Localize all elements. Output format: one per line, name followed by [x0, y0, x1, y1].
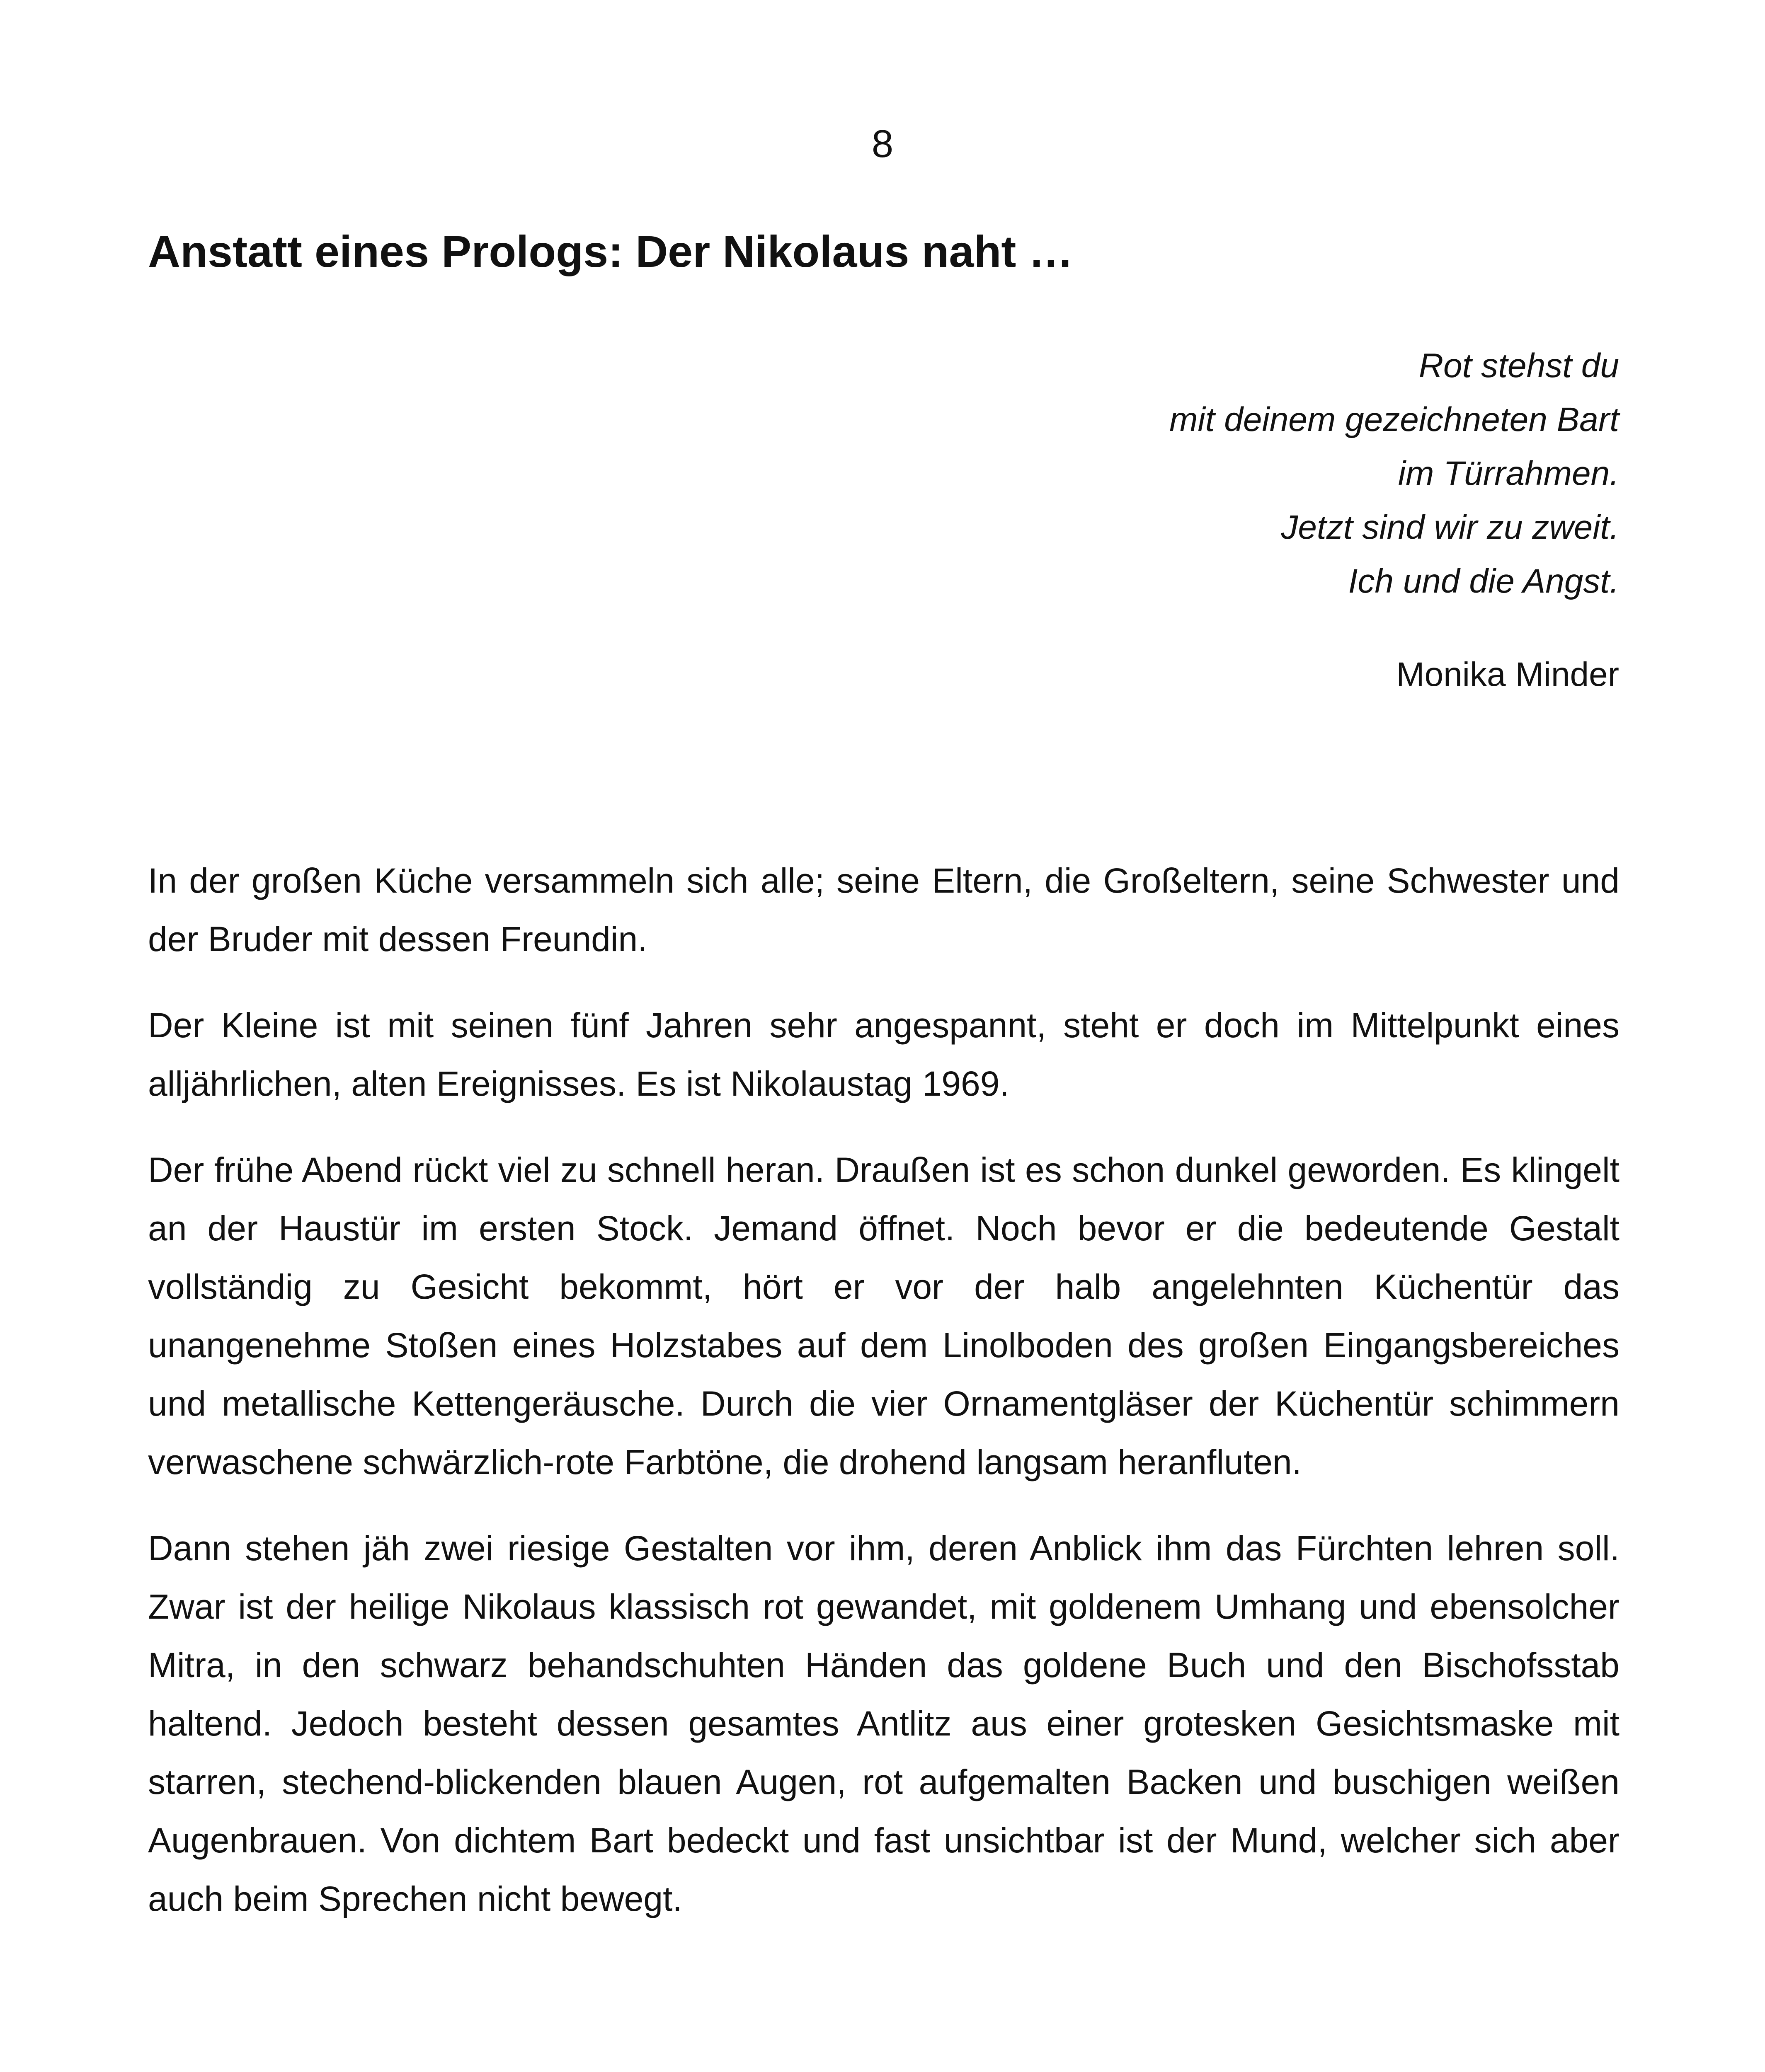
paragraph: Dann stehen jäh zwei riesige Gestalten vor ihm, deren Anblick ihm das Fürchten lehren soll. Zwar ist der heilige Nikolaus klassisch rot gewandet, mit goldenem Umhang und ebensolcher Mitra, in den schwarz behandschuhten Händen das goldene Buch und den Bischofsstab haltend. Jedoch besteht dessen gesamtes Antlitz aus einer grotesken Gesichtsmaske mit starren, stechend-blickenden blauen Augen, rot aufgemalten Backen und buschigen weißen Augenbrauen. Von dichtem Bart bedeckt und fast unsichtbar ist der Mund, welcher sich aber auch beim Sprechen nicht bewegt.: [148, 1529, 1620, 1918]
chapter-title: Anstatt eines Prologs: Der Nikolaus naht …: [148, 226, 1074, 276]
epigraph-line: mit deinem gezeichneten Bart: [1169, 401, 1619, 438]
epigraph-author: Monika Minder: [1396, 656, 1619, 693]
epigraph: [873, 339, 1619, 702]
epigraph-line: Rot stehst du: [1418, 347, 1619, 385]
epigraph-line: Ich und die Angst.: [1348, 562, 1619, 600]
paragraph: Der Kleine ist mit seinen fünf Jahren sehr angespannt, steht er doch im Mittelpunkt eines alljährlichen, alten Ereignisses. Es ist Nikolaustag 1969.: [148, 1006, 1620, 1103]
epigraph-line: im Türrahmen.: [1398, 455, 1619, 492]
epigraph-line: Jetzt sind wir zu zweit.: [1281, 508, 1619, 546]
page-number: 8: [871, 122, 894, 165]
paragraph: Der frühe Abend rückt viel zu schnell heran. Draußen ist es schon dunkel geworden. Es klingelt an der Haustür im ersten Stock. Jemand öffnet. Noch bevor er die bedeutende Gestalt vollständig zu Gesicht bekommt, hört er vor der halb angelehnten Küchentür das unangenehme Stoßen eines Holzstabes auf dem Linolboden des großen Eingangsbereiches und metallische Kettengeräusche. Durch die vier Ornamentgläser der Küchentür schimmern verwaschene schwärzlich-rote Farbtöne, die drohend langsam heranfluten.: [148, 1150, 1620, 1481]
paragraph: In der großen Küche versammeln sich alle; seine Eltern, die Großeltern, seine Schwester und der Bruder mit dessen Freundin.: [148, 861, 1620, 959]
body-text: [148, 852, 1620, 1956]
